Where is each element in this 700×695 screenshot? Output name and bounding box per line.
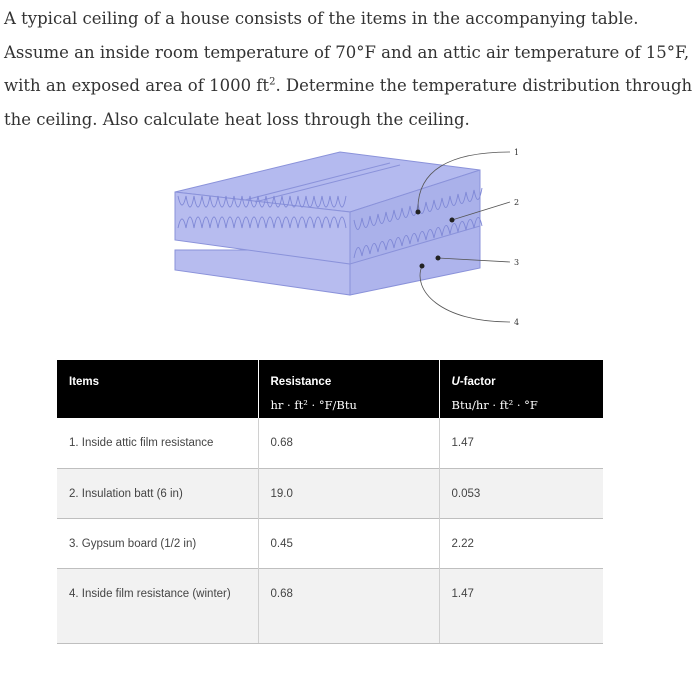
header-resistance-unit: hr · ft² · °F/Btu	[270, 398, 357, 412]
table-row	[57, 568, 603, 643]
header-ufactor-u: U	[451, 376, 460, 388]
header-items-label: Items	[69, 376, 100, 388]
cell-resistance: 0.68	[258, 418, 439, 468]
leader-dot-2	[450, 218, 455, 223]
cell-item: 2. Insulation batt (6 in)	[57, 468, 258, 518]
cell-item: 3. Gypsum board (1/2 in)	[57, 518, 258, 568]
table-header	[57, 360, 603, 418]
cell-resistance: 0.45	[258, 518, 439, 568]
cell-ufactor: 0.053	[439, 468, 603, 518]
problem-text-1: A typical ceiling of a house consists of the items in the accompanying table. Assume an inside room temperature of 70°F and an attic air temperature of 15°F, with an exposed area of 1000 ft	[4, 9, 690, 95]
header-resistance-label: Resistance	[270, 376, 332, 388]
callout-3: 3	[514, 258, 520, 267]
cell-ufactor: 1.47	[439, 568, 603, 643]
callout-4: 4	[514, 318, 520, 327]
header-ufactor	[439, 360, 603, 418]
header-resistance	[258, 360, 439, 418]
header-ufactor-unit: Btu/hr · ft² · °F	[451, 398, 538, 412]
leader-dot-4	[420, 264, 425, 269]
table-row	[57, 518, 603, 568]
cell-resistance: 19.0	[258, 468, 439, 518]
leader-dot-3	[436, 256, 441, 261]
cell-ufactor: 1.47	[439, 418, 603, 468]
cell-item: 1. Inside attic film resistance	[69, 437, 214, 449]
leader-dot-1	[416, 210, 421, 215]
problem-superscript: 2	[269, 76, 276, 88]
problem-statement	[4, 2, 696, 136]
callout-2: 2	[514, 198, 520, 207]
ceiling-diagram	[150, 140, 550, 340]
table-row	[57, 468, 603, 518]
problem-text-2: . Determine the temperature distribution through the ceiling. Also calculate heat loss through the ceiling.	[4, 76, 693, 129]
cell-item: 4. Inside film resistance (winter)	[57, 568, 258, 643]
cell-ufactor: 2.22	[439, 518, 603, 568]
table-row	[57, 418, 603, 468]
callout-1: 1	[514, 148, 520, 157]
ceiling-items-table	[57, 360, 603, 644]
cell-resistance: 0.68	[258, 568, 439, 643]
header-items	[57, 360, 258, 418]
header-ufactor-label: -factor	[459, 376, 496, 388]
